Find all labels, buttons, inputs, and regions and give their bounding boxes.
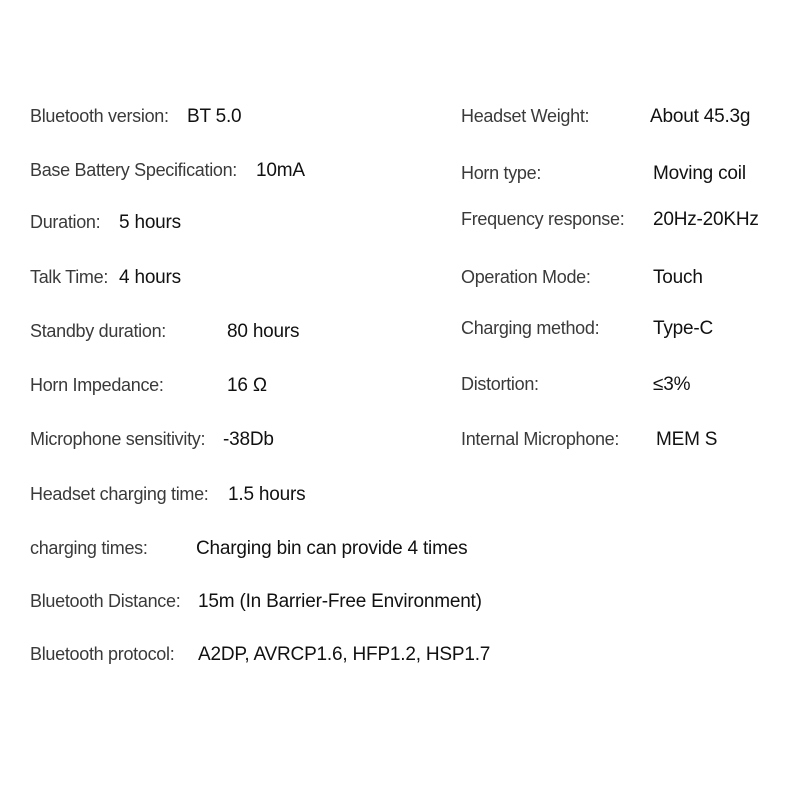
spec-label: Bluetooth protocol:: [30, 644, 175, 664]
spec-value: A2DP, AVRCP1.6, HFP1.2, HSP1.7: [198, 644, 491, 665]
spec-label: Frequency response:: [461, 209, 625, 229]
spec-label: Horn type:: [461, 163, 542, 183]
spec-label: Talk Time:: [30, 267, 109, 287]
spec-label: Headset Weight:: [461, 106, 590, 126]
spec-label: Bluetooth version:: [30, 106, 169, 126]
spec-label: Standby duration:: [30, 321, 166, 341]
spec-value: 10mA: [256, 160, 305, 181]
spec-label: Base Battery Specification:: [30, 160, 238, 180]
spec-value: Touch: [653, 267, 703, 288]
spec-value: BT 5.0: [187, 106, 242, 127]
spec-value: 4 hours: [119, 267, 181, 288]
spec-value: -38Db: [223, 429, 274, 450]
spec-value: 1.5 hours: [228, 484, 306, 505]
spec-label: Bluetooth Distance:: [30, 591, 181, 611]
spec-label: Internal Microphone:: [461, 429, 620, 449]
spec-label: Charging method:: [461, 318, 600, 338]
spec-value: 5 hours: [119, 212, 181, 233]
spec-label: charging times:: [30, 538, 148, 558]
spec-label: Headset charging time:: [30, 484, 209, 504]
spec-value: ≤3%: [653, 374, 691, 395]
spec-value: Type-C: [653, 318, 714, 339]
spec-label: Distortion:: [461, 374, 539, 394]
spec-label: Microphone sensitivity:: [30, 429, 206, 449]
spec-value: 16 Ω: [227, 375, 267, 396]
spec-value: Moving coil: [653, 163, 746, 184]
spec-value: 20Hz-20KHz: [653, 209, 759, 230]
spec-value: Charging bin can provide 4 times: [196, 538, 468, 559]
spec-value: 80 hours: [227, 321, 300, 342]
spec-value: MEM S: [656, 429, 718, 450]
spec-label: Operation Mode:: [461, 267, 591, 287]
spec-value: About 45.3g: [650, 106, 751, 127]
spec-label: Duration:: [30, 212, 101, 232]
spec-label: Horn Impedance:: [30, 375, 164, 395]
spec-value: 15m (In Barrier-Free Environment): [198, 591, 482, 612]
